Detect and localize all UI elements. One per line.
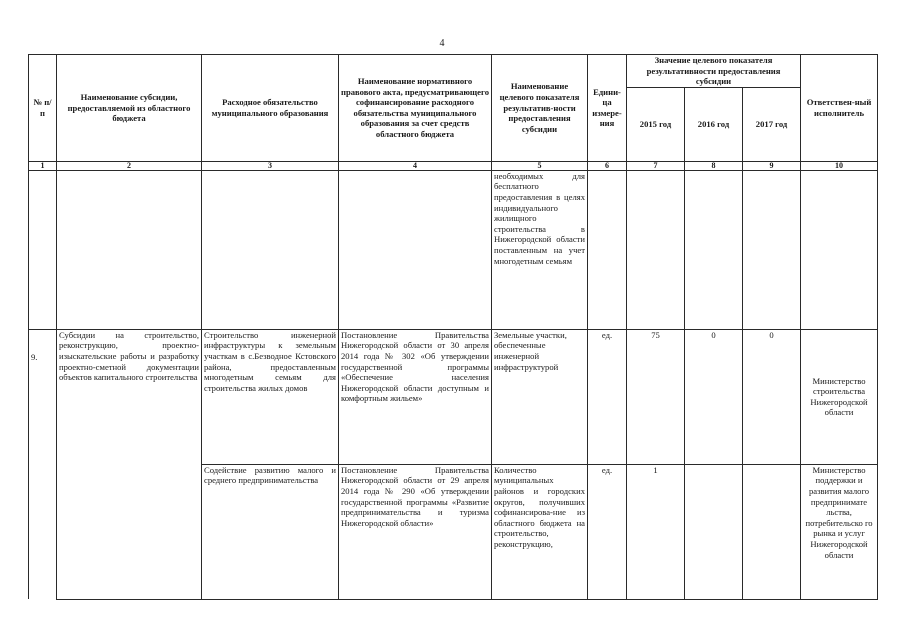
cell-legal-act: Постановление Правительства Нижегородской области от 30 апреля 2014 года № 302 «Об утверждении государственной программы «Обеспечение населения Нижегородской области доступным и комфортным жильем» [339,329,492,464]
table-row-9a [29,329,878,464]
column-number: 9 [743,161,801,170]
column-number: 5 [492,161,588,170]
cell-value-2016: 0 [685,329,743,464]
header-number: № п/п [29,55,57,162]
column-number: 4 [339,161,492,170]
cell-empty [588,170,627,329]
cell-empty [801,170,878,329]
cell-empty [29,170,57,329]
cell-value-2015: 75 [627,329,685,464]
cell-indicator: Количество муниципальных районов и городских округов, получивших софинансирова-ние из областного бюджета на строительство, реконструкцию, [492,464,588,599]
column-number: 6 [588,161,627,170]
cell-unit: ед. [588,329,627,464]
header-legal-act: Наименование нормативного правового акта, предусматривающего софинансирование расходного обязательства муниципального образования за счет средств областного бюджета [339,55,492,162]
cell-unit: ед. [588,464,627,599]
header-indicator: Наименование целевого показателя результатив-ности предоставления субсидии [492,55,588,162]
column-number: 7 [627,161,685,170]
cell-empty [743,170,801,329]
cell-obligation: Строительство инженерной инфраструктуры к земельным участкам в с.Безводное Кстовского района, предоставленным многодетным семьям для строительства жилых домов [202,329,339,464]
subsidy-table [28,54,878,600]
page-number: 4 [439,38,445,49]
header-row-1 [29,55,878,88]
column-number: 3 [202,161,339,170]
header-responsible: Ответствен-ный исполнитель [801,55,878,162]
header-subsidy: Наименование субсидии, предоставляемой из областного бюджета [57,55,202,162]
header-year-2017: 2017 год [743,87,801,161]
cell-empty [57,170,202,329]
cell-indicator: Земельные участки, обеспеченные инженерной инфраструктурой [492,329,588,464]
cell-empty [627,170,685,329]
cell-value-2015: 1 [627,464,685,599]
cell-responsible: Министерство строительства Нижегородской области [801,329,878,464]
header-obligation: Расходное обязательство муниципального образования [202,55,339,162]
cell-row-number: 9. [29,329,57,599]
column-number-row [29,161,878,170]
cell-value-2017 [743,464,801,599]
cell-obligation: Содействие развитию малого и среднего предпринимательства [202,464,339,599]
cell-subsidy: Субсидии на строительство, реконструкцию, проектно-изыскательские работы и разработку проектно-сметной документации объектов капитального строительства [57,329,202,599]
column-number: 8 [685,161,743,170]
column-number: 1 [29,161,57,170]
cell-indicator: необходимых для бесплатного предоставления в целях индивидуального жилищного строительства в Нижегородской области поставленным на учет многодетным семьям [492,170,588,329]
header-unit: Едини-ца измере-ния [588,55,627,162]
header-values-group: Значение целевого показателя результативности предоставления субсидии [627,55,801,88]
cell-value-2017: 0 [743,329,801,464]
table-row-continuation [29,170,878,329]
cell-value-2016 [685,464,743,599]
header-year-2016: 2016 год [685,87,743,161]
cell-responsible: Министерство поддержки и развития малого предпринимате льства, потребительско го рынка и услуг Нижегородской области [801,464,878,599]
cell-empty [339,170,492,329]
cell-empty [202,170,339,329]
header-year-2015: 2015 год [627,87,685,161]
column-number: 2 [57,161,202,170]
cell-legal-act: Постановление Правительства Нижегородской области от 29 апреля 2014 года № 290 «Об утверждении государственной программы «Развитие предпринимательства и туризма Нижегородской области» [339,464,492,599]
cell-empty [685,170,743,329]
column-number: 10 [801,161,878,170]
